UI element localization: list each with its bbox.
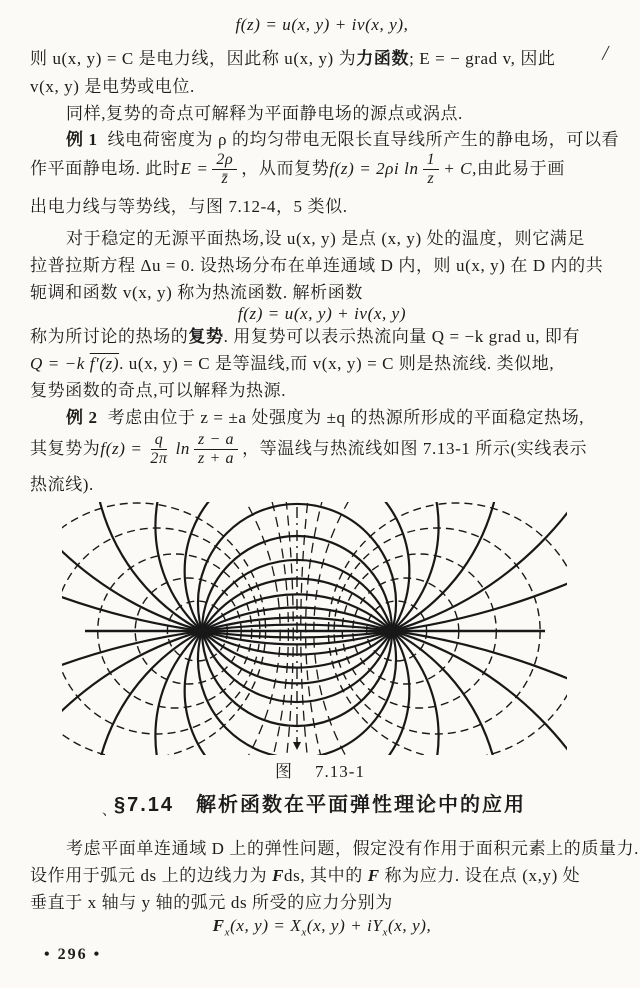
fraction-denominator: z + a [198,449,235,467]
math-subscript: x [382,926,388,939]
math-segment: + C, [443,159,477,178]
text-segment: 其复势为 [30,439,101,458]
arrowhead-down [293,742,301,750]
overline-f-prime-z: f′(z) [89,354,120,373]
text-segment: 由此易于画 [476,159,565,178]
math-segment: f(z) = [100,439,143,458]
text-segment: 则 u(x, y) = C 是电力线，因此称 u(x, y) 为 [30,49,357,68]
dipole-field-diagram [62,502,567,755]
isotherm-large-arc [314,502,567,755]
text-segment: v(x, y) 是电势或电位. [30,77,195,96]
paragraph-line [30,226,614,252]
fraction-numerator: 2ρ [212,151,237,170]
paragraph-line [30,194,614,220]
example-2-label: 例 2 [66,408,98,427]
paragraph-line [30,101,614,127]
paragraph-line [30,46,614,72]
math-segment: f(z) = 2ρi ln [329,159,419,178]
math-segment: (x, y) = X [230,916,302,935]
paragraph-line [30,472,614,498]
text-segment: 作平面静电场. 此时 [30,159,181,178]
math-var: F [212,916,225,935]
figure-7-13-1 [62,502,567,755]
text-segment: 线电荷密度为 ρ 的均匀带电无限长直导线所产生的静电场，可以看 [107,130,620,149]
bold-term-complex-potential: 复势 [188,327,224,346]
bold-term-force-function: 力函数 [356,49,410,68]
math-segment: (x, y), [387,916,432,935]
text-segment: 垂直于 x 轴与 y 轴的弧元 ds 所受的应力分别为 [30,893,393,912]
text-segment: 热流线). [30,475,94,494]
formula-stress-components [30,913,614,945]
stray-pen-mark: ╱ [602,46,610,60]
isotherm-large-arc [301,502,567,755]
text-segment: ds, 其中的 [284,866,368,885]
text-segment: ，从而复势 [241,159,330,178]
math-subscript: x [301,926,307,939]
text-segment: . u(x, y) = C 是等温线,而 v(x, y) = C 则是热流线. 类似地, [119,354,555,373]
math-segment: E = [180,159,209,178]
paragraph-line [30,836,640,862]
fraction [194,431,238,468]
formula-complex-potential-top [30,12,614,38]
section-heading-7-14 [0,788,640,817]
example-1-label: 例 1 [66,130,98,149]
text-segment: 考虑平面单连通域 D 上的弹性问题，假定没有作用于面积元素上的质量力. [66,839,640,858]
math-segment: Q = −k [30,354,90,373]
page-number: • 296 • [44,946,102,963]
text-segment: 拉普拉斯方程 Δu = 0. 设热场分布在单连通域 D 内，则 u(x, y) 在 D 内的共 [30,256,604,275]
text-segment: ; E = − grad v, 因此 [409,49,556,68]
paragraph-line [30,324,614,350]
text-segment: 设作用于弧元 ds 上的边线力为 [30,866,273,885]
figure-caption-number: 7.13-1 [315,762,365,781]
text-segment: 同样,复势的奇点可解释为平面静电场的源点或涡点. [66,104,463,123]
example-1-formula-line [30,148,614,190]
fraction-numerator: q [151,431,168,450]
text-segment: 称为应力. 设在点 (x,y) 处 [379,866,581,885]
isotherm-circle [328,503,567,755]
paragraph-line [30,863,614,889]
fraction-denominator: z̄ [221,169,229,187]
figure-caption-label: 图 [275,762,294,781]
stray-comma-mark: 、 [102,804,116,819]
text-segment: . 用复势可以表示热流向量 Q = −k grad u, 即有 [223,327,581,346]
paragraph-line [30,74,614,100]
text-segment: 轭调和函数 v(x, y) 称为热流函数. 解析函数 [30,283,363,302]
isotherm-large-arc [62,502,280,755]
formula-text: f(z) = u(x, y) + iv(x, y) [237,304,407,323]
paragraph-line [30,253,614,279]
text-segment: 出电力线与等势线，与图 7.12-4，5 类似. [30,197,348,216]
text-segment: 对于稳定的无源平面热场,设 u(x, y) 是点 (x, y) 处的温度，则它满足 [66,229,585,248]
paragraph-line [30,351,614,377]
fraction-denominator: 2π [150,449,168,467]
fraction [146,431,171,468]
figure-caption [0,757,640,782]
fraction [423,151,440,188]
isotherm-circle [62,503,266,755]
pole-right [389,628,396,635]
text-segment: 复势函数的奇点,可以解释为热源. [30,381,287,400]
section-heading-text: §7.14 解析函数在平面弹性理论中的应用 [113,794,527,816]
fraction-numerator: 1 [423,151,440,170]
example-2-formula-line [30,428,614,470]
formula-text: f(z) = u(x, y) + iv(x, y), [235,15,409,34]
text-segment: 考虑由位于 z = ±a 处强度为 ±q 的热源所形成的平面稳定热场, [107,408,585,427]
math-segment: ln [175,439,191,458]
paragraph-line [30,378,614,404]
bold-F-vector: F [272,866,285,885]
fraction [212,151,237,188]
text-segment: 称为所讨论的热场的 [30,327,189,346]
math-segment: (x, y) + iY [306,916,383,935]
math-subscript: x [224,926,231,939]
fraction-numerator: z − a [194,431,238,450]
fraction-denominator: z [427,169,435,187]
bold-F-vector: F [367,866,380,885]
pole-left [199,628,206,635]
text-segment: ，等温线与热流线如图 7.13-1 所示(实线表示 [242,439,588,458]
